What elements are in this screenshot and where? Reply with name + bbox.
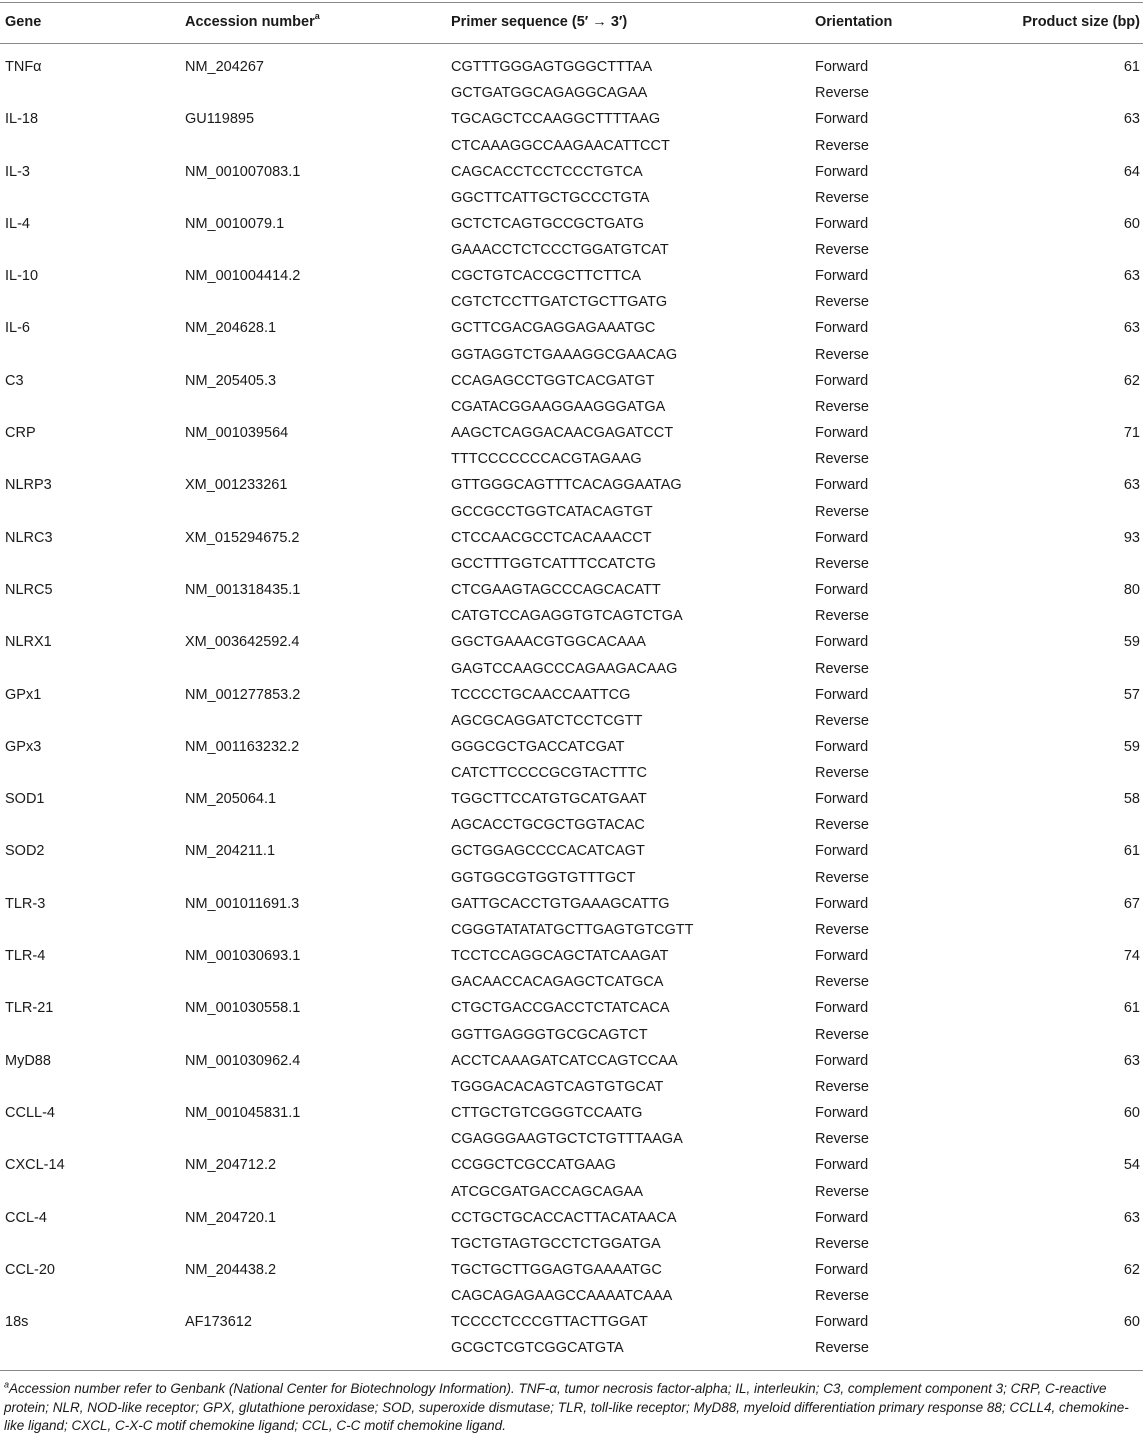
footnote-marker: a <box>4 1379 10 1390</box>
product-size-cell: 63 <box>1123 1209 1140 1226</box>
gene-cell: SOD1 <box>5 791 45 808</box>
accession-cell: GU119895 <box>185 111 255 128</box>
gene-cell: TNFα <box>5 59 42 75</box>
gene-cell: NLRC5 <box>5 581 53 598</box>
forward-orientation-cell: Forward <box>815 111 869 128</box>
gene-cell: IL-4 <box>5 215 30 232</box>
accession-cell: NM_001277853.2 <box>185 686 301 703</box>
gene-cell: CCLL-4 <box>5 1104 55 1121</box>
forward-primer-cell: CTTGCTGTCGGGTCCAATG <box>451 1104 643 1121</box>
accession-cell: NM_204211.1 <box>185 843 276 860</box>
reverse-orientation-cell: Reverse <box>815 1131 869 1148</box>
reverse-orientation-cell: Reverse <box>815 242 869 259</box>
reverse-orientation-cell: Reverse <box>815 294 869 311</box>
forward-orientation-cell: Forward <box>815 686 869 703</box>
forward-orientation-cell: Forward <box>815 581 869 598</box>
reverse-primer-cell: GCCTTTGGTCATTTCCATCTG <box>451 555 656 572</box>
reverse-orientation-cell: Reverse <box>815 85 869 102</box>
reverse-orientation-cell: Reverse <box>815 765 869 782</box>
product-size-cell: 62 <box>1123 1261 1140 1278</box>
reverse-orientation-cell: Reverse <box>815 555 869 572</box>
forward-orientation-cell: Forward <box>815 948 869 965</box>
forward-orientation-cell: Forward <box>815 529 869 546</box>
gene-cell: MyD88 <box>5 1052 51 1069</box>
accession-cell: NM_001007083.1 <box>185 163 301 180</box>
header-accession-label: Accession number <box>185 14 315 30</box>
table-row <box>0 1146 1143 1198</box>
forward-orientation-cell: Forward <box>815 738 869 755</box>
reverse-primer-cell: ATCGCGATGACCAGCAGAA <box>451 1183 644 1200</box>
accession-cell: XM_001233261 <box>185 477 288 494</box>
product-size-cell: 63 <box>1123 477 1140 494</box>
table-bottom-rule <box>0 1370 1143 1371</box>
gene-cell: CCL-20 <box>5 1261 55 1278</box>
forward-orientation-cell: Forward <box>815 1157 869 1174</box>
reverse-primer-cell: CGATACGGAAGGAAGGGATGA <box>451 399 666 416</box>
reverse-orientation-cell: Reverse <box>815 137 869 154</box>
reverse-primer-cell: GAAACCTCTCCCTGGATGTCAT <box>451 242 669 259</box>
gene-cell: NLRC3 <box>5 529 53 546</box>
accession-cell: NM_001004414.2 <box>185 268 301 285</box>
product-size-cell: 59 <box>1123 634 1140 651</box>
accession-cell: NM_204720.1 <box>185 1209 277 1226</box>
accession-cell: XM_015294675.2 <box>185 529 300 546</box>
footnote-text: Accession number refer to Genbank (National Center for Biotechnology Information). TNF-α, tumor necrosis factor-alpha; IL, interleukin; C3, complement component 3; CRP, C-reactive protein; NLR, NOD-like receptor; GPX, glutathione peroxidase; SOD, superoxide dismutase; TLR, toll-like receptor; MyD88, myeloid differentiation primary response 88; CCLL4, chemokine-like ligand; CXCL, C-X-C motif chemokine ligand; CCL, C-C motif chemokine ligand. <box>4 1381 1129 1433</box>
forward-orientation-cell: Forward <box>815 59 869 75</box>
forward-primer-cell: TCCCCTGCAACCAATTCG <box>451 686 631 703</box>
reverse-orientation-cell: Reverse <box>815 1078 869 1095</box>
header-accession <box>185 12 320 32</box>
table-row <box>0 205 1143 257</box>
reverse-primer-cell: GGTTGAGGGTGCGCAGTCT <box>451 1026 648 1043</box>
table-row <box>0 571 1143 623</box>
forward-primer-cell: GGGCGCTGACCATCGAT <box>451 738 625 755</box>
accession-cell: AF173612 <box>185 1314 252 1331</box>
gene-cell: NLRX1 <box>5 634 52 651</box>
reverse-orientation-cell: Reverse <box>815 712 869 729</box>
table-row <box>0 885 1143 937</box>
product-size-cell: 93 <box>1123 529 1140 546</box>
reverse-primer-cell: CGGGTATATATGCTTGAGTGTCGTT <box>451 922 694 939</box>
reverse-orientation-cell: Reverse <box>815 869 869 886</box>
product-size-cell: 71 <box>1123 425 1140 442</box>
table-row <box>0 1199 1143 1251</box>
forward-primer-cell: CTCGAAGTAGCCCAGCACATT <box>451 581 661 598</box>
accession-cell: NM_0010079.1 <box>185 215 285 232</box>
forward-orientation-cell: Forward <box>815 425 869 442</box>
table-row <box>0 1042 1143 1094</box>
reverse-orientation-cell: Reverse <box>815 922 869 939</box>
reverse-orientation-cell: Reverse <box>815 189 869 206</box>
product-size-cell: 62 <box>1123 372 1140 389</box>
gene-cell: IL-6 <box>5 320 30 337</box>
product-size-cell: 64 <box>1123 163 1140 180</box>
header-gene: Gene <box>5 14 42 30</box>
accession-cell: NM_001318435.1 <box>185 581 301 598</box>
accession-cell: XM_003642592.4 <box>185 634 300 651</box>
forward-primer-cell: AAGCTCAGGACAACGAGATCCT <box>451 425 674 442</box>
accession-cell: NM_001045831.1 <box>185 1104 301 1121</box>
gene-cell: TLR-4 <box>5 948 46 965</box>
forward-orientation-cell: Forward <box>815 843 869 860</box>
table-row <box>0 728 1143 780</box>
gene-cell: GPx3 <box>5 738 42 755</box>
table-row <box>0 153 1143 205</box>
forward-primer-cell: GCTGGAGCCCCACATCAGT <box>451 843 645 860</box>
gene-cell: CRP <box>5 425 36 442</box>
product-size-cell: 67 <box>1123 895 1140 912</box>
forward-primer-cell: CCTGCTGCACCACTTACATAACA <box>451 1209 677 1226</box>
reverse-orientation-cell: Reverse <box>815 1183 869 1200</box>
table-row <box>0 519 1143 571</box>
table-row <box>0 1094 1143 1146</box>
forward-orientation-cell: Forward <box>815 320 869 337</box>
forward-primer-cell: TGCAGCTCCAAGGCTTTTAAG <box>451 111 661 128</box>
product-size-cell: 63 <box>1123 320 1140 337</box>
forward-primer-cell: GCTCTCAGTGCCGCTGATG <box>451 215 645 232</box>
product-size-cell: 60 <box>1123 215 1140 232</box>
header-product-size: Product size (bp) <box>1022 14 1140 30</box>
table-row <box>0 676 1143 728</box>
reverse-orientation-cell: Reverse <box>815 1288 869 1305</box>
reverse-orientation-cell: Reverse <box>815 974 869 991</box>
accession-cell: NM_001011691.3 <box>185 895 300 912</box>
reverse-orientation-cell: Reverse <box>815 451 869 468</box>
reverse-primer-cell: GAGTCCAAGCCCAGAAGACAAG <box>451 660 678 677</box>
reverse-primer-cell: CGAGGGAAGTGCTCTGTTTAAGA <box>451 1131 683 1148</box>
forward-primer-cell: GTTGGGCAGTTTCACAGGAATAG <box>451 477 682 494</box>
reverse-primer-cell: TGCTGTAGTGCCTCTGGATGA <box>451 1235 661 1252</box>
reverse-orientation-cell: Reverse <box>815 608 869 625</box>
forward-orientation-cell: Forward <box>815 477 869 494</box>
gene-cell: IL-3 <box>5 163 30 180</box>
reverse-orientation-cell: Reverse <box>815 1235 869 1252</box>
gene-cell: TLR-21 <box>5 1000 54 1017</box>
table-row <box>0 937 1143 989</box>
table-body <box>0 48 1143 1355</box>
forward-orientation-cell: Forward <box>815 895 869 912</box>
forward-primer-cell: CCAGAGCCTGGTCACGATGT <box>451 372 655 389</box>
reverse-primer-cell: GGTGGCGTGGTGTTTGCT <box>451 869 636 886</box>
product-size-cell: 54 <box>1123 1157 1140 1174</box>
reverse-orientation-cell: Reverse <box>815 399 869 416</box>
product-size-cell: 59 <box>1123 738 1140 755</box>
reverse-orientation-cell: Reverse <box>815 817 869 834</box>
product-size-cell: 61 <box>1123 59 1140 75</box>
accession-cell: NM_204628.1 <box>185 320 277 337</box>
gene-cell: C3 <box>5 372 24 389</box>
forward-primer-cell: TCCCCTCCCGTTACTTGGAT <box>451 1314 648 1331</box>
header-orientation: Orientation <box>815 14 893 30</box>
reverse-primer-cell: CATGTCCAGAGGTGTCAGTCTGA <box>451 608 683 625</box>
gene-cell: NLRP3 <box>5 477 52 494</box>
product-size-cell: 61 <box>1123 843 1140 860</box>
product-size-cell: 63 <box>1123 268 1140 285</box>
reverse-primer-cell: TTTCCCCCCCACGTAGAAG <box>451 451 642 468</box>
table-row <box>0 989 1143 1041</box>
table-row <box>0 832 1143 884</box>
accession-cell: NM_205064.1 <box>185 791 277 808</box>
product-size-cell: 60 <box>1123 1314 1140 1331</box>
table-row <box>0 466 1143 518</box>
reverse-orientation-cell: Reverse <box>815 660 869 677</box>
accession-cell: NM_204438.2 <box>185 1261 277 1278</box>
table-row <box>0 1303 1143 1355</box>
accession-cell: NM_204712.2 <box>185 1157 277 1174</box>
gene-cell: CCL-4 <box>5 1209 47 1226</box>
reverse-primer-cell: GCGCTCGTCGGCATGTA <box>451 1340 624 1357</box>
accession-cell: NM_001163232.2 <box>185 738 300 755</box>
forward-primer-cell: GGCTGAAACGTGGCACAAA <box>451 634 646 651</box>
accession-cell: NM_001030962.4 <box>185 1052 301 1069</box>
forward-primer-cell: GCTTCGACGAGGAGAAATGC <box>451 320 656 337</box>
forward-orientation-cell: Forward <box>815 372 869 389</box>
reverse-primer-cell: GACAACCACAGAGCTCATGCA <box>451 974 664 991</box>
reverse-primer-cell: GGCTTCATTGCTGCCCTGTA <box>451 189 650 206</box>
forward-primer-cell: CGCTGTCACCGCTTCTTCA <box>451 268 642 285</box>
reverse-primer-cell: AGCGCAGGATCTCCTCGTT <box>451 712 643 729</box>
forward-orientation-cell: Forward <box>815 268 869 285</box>
table-row <box>0 414 1143 466</box>
accession-cell: NM_001030693.1 <box>185 948 301 965</box>
product-size-cell: 57 <box>1123 686 1140 703</box>
reverse-primer-cell: GCTGATGGCAGAGGCAGAA <box>451 85 648 102</box>
gene-cell: IL-10 <box>5 268 39 285</box>
forward-orientation-cell: Forward <box>815 791 869 808</box>
table-row <box>0 257 1143 309</box>
forward-primer-cell: CAGCACCTCCTCCCTGTCA <box>451 163 643 180</box>
reverse-orientation-cell: Reverse <box>815 1340 869 1357</box>
table-row <box>0 1251 1143 1303</box>
reverse-primer-cell: CATCTTCCCCGCGTACTTTC <box>451 765 647 782</box>
forward-primer-cell: ACCTCAAAGATCATCCAGTCCAA <box>451 1052 678 1069</box>
forward-orientation-cell: Forward <box>815 1000 869 1017</box>
forward-orientation-cell: Forward <box>815 163 869 180</box>
reverse-primer-cell: CAGCAGAGAAGCCAAAATCAAA <box>451 1288 673 1305</box>
forward-orientation-cell: Forward <box>815 1104 869 1121</box>
table-header-rule <box>0 43 1143 44</box>
accession-cell: NM_205405.3 <box>185 372 277 389</box>
reverse-primer-cell: TGGGACACAGTCAGTGTGCAT <box>451 1078 664 1095</box>
forward-primer-cell: CCGGCTCGCCATGAAG <box>451 1157 616 1174</box>
reverse-orientation-cell: Reverse <box>815 346 869 363</box>
table-header-row <box>0 0 1143 44</box>
product-size-cell: 74 <box>1123 948 1140 965</box>
table-row <box>0 309 1143 361</box>
forward-primer-cell: TGGCTTCCATGTGCATGAAT <box>451 791 647 808</box>
gene-cell: 18s <box>5 1314 29 1331</box>
reverse-primer-cell: GGTAGGTCTGAAAGGCGAACAG <box>451 346 678 363</box>
table-row <box>0 100 1143 152</box>
forward-orientation-cell: Forward <box>815 634 869 651</box>
gene-cell: CXCL-14 <box>5 1157 65 1174</box>
forward-orientation-cell: Forward <box>815 1052 869 1069</box>
forward-orientation-cell: Forward <box>815 1209 869 1226</box>
product-size-cell: 58 <box>1123 791 1140 808</box>
forward-primer-cell: CGTTTGGGAGTGGGCTTTAA <box>451 59 653 75</box>
forward-primer-cell: GATTGCACCTGTGAAAGCATTG <box>451 895 670 912</box>
product-size-cell: 63 <box>1123 111 1140 128</box>
product-size-cell: 61 <box>1123 1000 1140 1017</box>
header-accession-footnote-marker: a <box>314 11 320 22</box>
table-footnote <box>4 1380 1140 1436</box>
reverse-primer-cell: CGTCTCCTTGATCTGCTTGATG <box>451 294 668 311</box>
table-row <box>0 780 1143 832</box>
table-row <box>0 362 1143 414</box>
gene-cell: TLR-3 <box>5 895 46 912</box>
reverse-primer-cell: GCCGCCTGGTCATACAGTGT <box>451 503 653 520</box>
forward-primer-cell: CTGCTGACCGACCTCTATCACA <box>451 1000 670 1017</box>
forward-orientation-cell: Forward <box>815 1314 869 1331</box>
product-size-cell: 63 <box>1123 1052 1140 1069</box>
product-size-cell: 80 <box>1123 581 1140 598</box>
reverse-orientation-cell: Reverse <box>815 503 869 520</box>
gene-cell: IL-18 <box>5 111 39 128</box>
table-row <box>0 623 1143 675</box>
product-size-cell: 60 <box>1123 1104 1140 1121</box>
forward-primer-cell: TCCTCCAGGCAGCTATCAAGAT <box>451 948 669 965</box>
accession-cell: NM_204267 <box>185 59 264 75</box>
forward-primer-cell: TGCTGCTTGGAGTGAAAATGC <box>451 1261 662 1278</box>
forward-primer-cell: CTCCAACGCCTCACAAACCT <box>451 529 652 546</box>
table-row <box>0 48 1143 100</box>
header-primer-sequence: Primer sequence (5′ → 3′) <box>451 14 628 30</box>
forward-orientation-cell: Forward <box>815 1261 869 1278</box>
reverse-primer-cell: AGCACCTGCGCTGGTACAC <box>451 817 645 834</box>
accession-cell: NM_001039564 <box>185 425 289 442</box>
accession-cell: NM_001030558.1 <box>185 1000 301 1017</box>
gene-cell: SOD2 <box>5 843 45 860</box>
gene-cell: GPx1 <box>5 686 42 703</box>
forward-orientation-cell: Forward <box>815 215 869 232</box>
reverse-orientation-cell: Reverse <box>815 1026 869 1043</box>
reverse-primer-cell: CTCAAAGGCCAAGAACATTCCT <box>451 137 670 154</box>
